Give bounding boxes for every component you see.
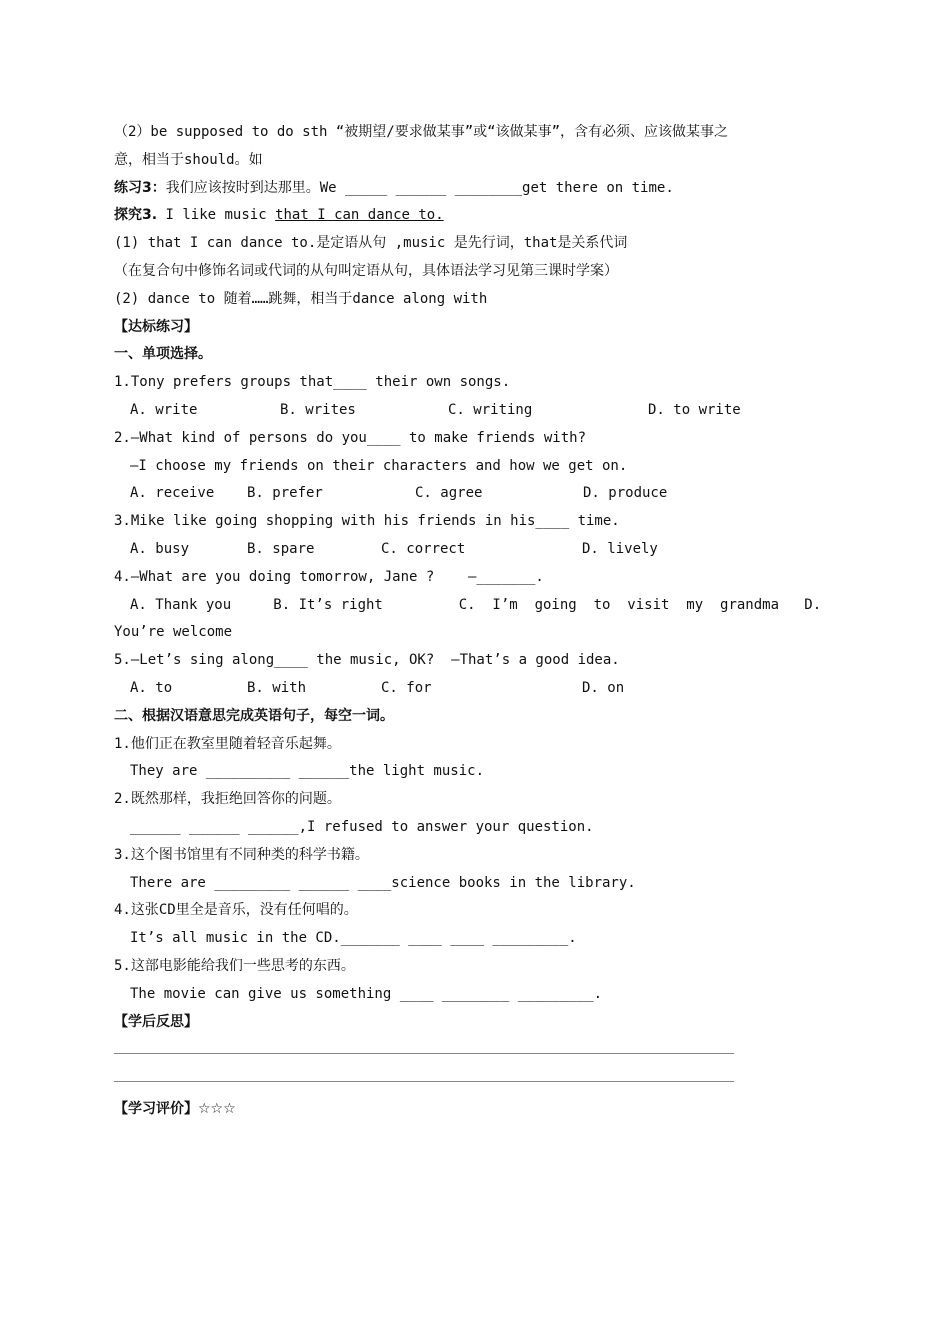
- question-4-stem: 4.—What are you doing tomorrow, Jane ? —_______.: [114, 568, 544, 585]
- probe-point-note: （在复合句中修饰名词或代词的从句叫定语从句，具体语法学习见第三课时学案）: [114, 262, 618, 279]
- option: A. to: [130, 679, 173, 696]
- translation-1-cn: 1.他们正在教室里随着轻音乐起舞。: [114, 735, 341, 752]
- option: B. prefer: [247, 485, 323, 502]
- translation-5-en: The movie can give us something ____ ________ _________.: [130, 985, 603, 1002]
- practice-heading: 【达标练习】: [114, 318, 198, 335]
- option: D. on: [582, 679, 625, 696]
- option: C. correct: [381, 540, 466, 557]
- option: B. with: [247, 679, 307, 696]
- probe-3-text: I like music: [157, 207, 276, 224]
- exercise-3: [114, 175, 844, 203]
- document-page: [114, 119, 844, 1036]
- question-3-stem: 3.Mike like going shopping with his friends in his____ time.: [114, 513, 620, 530]
- evaluation-heading: 【学习评价】☆☆☆: [114, 1101, 236, 1117]
- translation-4-cn: 4.这张CD里全是音乐，没有任何唱的。: [114, 902, 358, 919]
- note-line-2: 意，相当于should。如: [114, 151, 263, 168]
- question-2-stem-2: —I choose my friends on their characters and how we get on.: [130, 457, 628, 474]
- section-2-heading: 二、根据汉语意思完成英语句子，每空一词。: [114, 707, 394, 724]
- option: C. writing: [448, 401, 533, 418]
- option: B. writes: [280, 401, 356, 418]
- option: D. lively: [582, 540, 658, 557]
- question-2-options: [114, 480, 844, 508]
- question-1-options: [114, 397, 844, 425]
- probe-3-label: 探究3.: [114, 207, 158, 224]
- translation-2-cn: 2.既然那样，我拒绝回答你的问题。: [114, 791, 341, 808]
- note-line-1: （2）be supposed to do sth “被期望/要求做某事”或“该做某事”，含有必须、应该做某事之: [114, 124, 729, 140]
- question-3-options: [114, 536, 844, 564]
- reflection-heading: 【学后反思】: [114, 1013, 198, 1030]
- option: A. write: [130, 401, 198, 418]
- reflection-line-2: [114, 1081, 734, 1082]
- probe-point-1: (1) that I can dance to.是定语从句 ,music 是先行词，that是关系代词: [114, 235, 628, 252]
- translation-4-en: It’s all music in the CD._______ ____ ____ _________.: [130, 930, 577, 947]
- probe-3: [114, 202, 844, 230]
- translation-1-en: They are __________ ______the light music.: [130, 763, 485, 780]
- option: A. busy: [130, 540, 190, 557]
- reflection-line-1: [114, 1053, 734, 1054]
- option: B. spare: [247, 540, 315, 557]
- question-4-options-cont: You’re welcome: [114, 624, 233, 641]
- translation-5-cn: 5.这部电影能给我们一些思考的东西。: [114, 957, 355, 974]
- question-1-stem: 1.Tony prefers groups that____ their own songs.: [114, 374, 511, 391]
- exercise-3-label: 练习3：: [114, 179, 166, 196]
- translation-2-en: ______ ______ ______,I refused to answer your question.: [130, 818, 594, 835]
- translation-3-en: There are _________ ______ ____science books in the library.: [130, 874, 636, 891]
- section-1-heading: 一、单项选择。: [114, 346, 212, 363]
- question-2-stem: 2.—What kind of persons do you____ to make friends with?: [114, 429, 587, 446]
- question-4-options: A. Thank you B. It’s right C. I’m going to visit my grandma D.: [130, 596, 822, 613]
- question-5-stem: 5.—Let’s sing along____ the music, OK? —That’s a good idea.: [114, 652, 620, 669]
- question-5-options: [114, 675, 844, 703]
- exercise-3-text: 我们应该按时到达那里。We _____ ______ ________get there on time.: [165, 179, 674, 196]
- probe-3-underlined: that I can dance to.: [275, 207, 444, 224]
- option: A. receive: [130, 485, 215, 502]
- translation-3-cn: 3.这个图书馆里有不同种类的科学书籍。: [114, 846, 369, 863]
- option: D. produce: [583, 485, 668, 502]
- option: C. agree: [415, 485, 483, 502]
- option: D. to write: [648, 401, 741, 418]
- option: C. for: [381, 679, 432, 696]
- probe-point-2: (2) dance to 随着……跳舞，相当于dance along with: [114, 290, 488, 307]
